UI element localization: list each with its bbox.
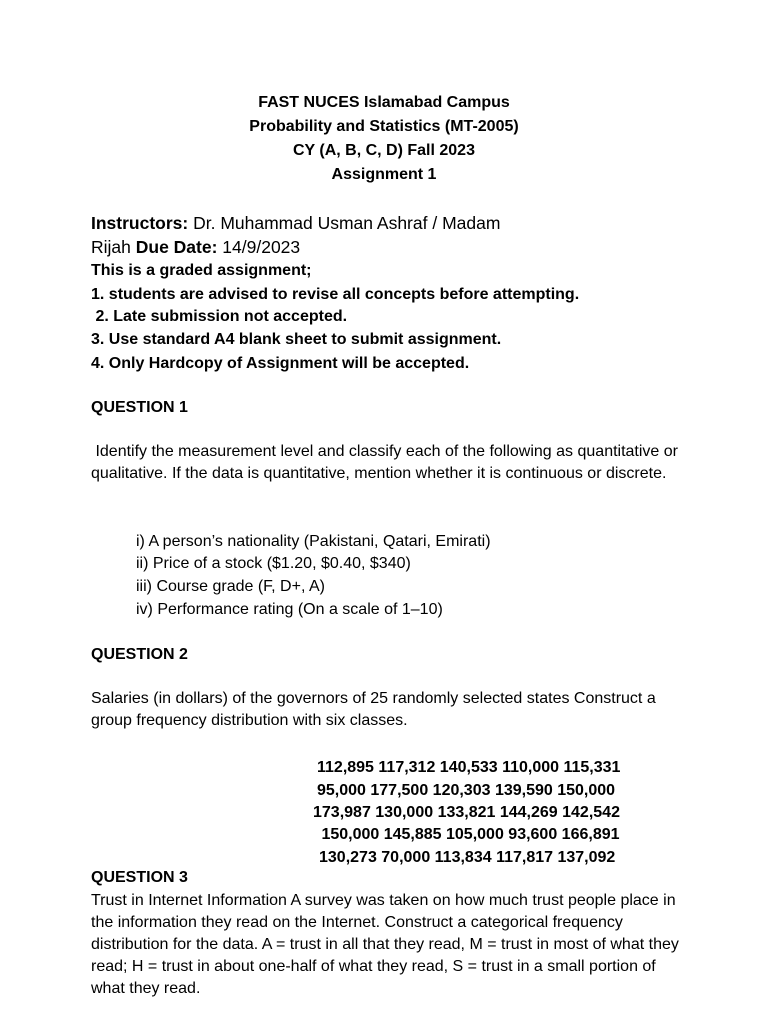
salary-data-row: 150,000 145,885 105,000 93,600 166,891 (317, 826, 620, 843)
list-item: iv) Performance rating (On a scale of 1–10) (136, 601, 443, 618)
instructors-line (91, 212, 500, 234)
instructors-continued: Rijah (91, 237, 136, 257)
rule-item: 4. Only Hardcopy of Assignment will be accepted. (91, 355, 470, 372)
section-term: CY (A, B, C, D) Fall 2023 (293, 142, 475, 159)
rule-item: 1. students are advised to revise all concepts before attempting. (91, 286, 580, 303)
salary-data-row: 173,987 130,000 133,821 144,269 142,542 (313, 804, 620, 821)
rule-item: 3. Use standard A4 blank sheet to submit assignment. (91, 331, 502, 348)
salary-data-row: 130,273 70,000 113,834 117,817 137,092 (319, 849, 616, 866)
instructors-label: Instructors: (91, 213, 189, 233)
course-title: Probability and Statistics (MT-2005) (249, 118, 519, 135)
rule-intro: This is a graded assignment; (91, 262, 312, 279)
instructors-value: Dr. Muhammad Usman Ashraf / Madam (188, 213, 501, 233)
list-item: iii) Course grade (F, D+, A) (136, 578, 325, 595)
assignment-title: Assignment 1 (331, 166, 437, 183)
question-2-text: Salaries (in dollars) of the governors of 25 randomly selected states Construct a group frequency distribution with six classes. (91, 690, 656, 729)
due-date-label: Due Date: (135, 237, 218, 257)
list-item: i) A person’s nationality (Pakistani, Qatari, Emirati) (136, 533, 491, 550)
question-3-heading: QUESTION 3 (91, 869, 188, 886)
header-institution (0, 91, 768, 115)
question-3-text: Trust in Internet Information A survey was taken on how much trust people place in the information they read on the Internet. Construct a categorical frequency distribution for the data. A = trust in all that they read, M = trust in most of what they read; H = trust in about one-half of what they read, S = trust in a small portion of what they read. (91, 892, 679, 997)
due-date-line (91, 236, 300, 258)
question-1-heading: QUESTION 1 (91, 399, 188, 416)
list-item: ii) Price of a stock ($1.20, $0.40, $340) (136, 555, 411, 572)
campus-name: Islamabad Campus (359, 94, 510, 111)
rule-item: 2. Late submission not accepted. (91, 308, 348, 325)
due-date-value: 14/9/2023 (217, 237, 301, 257)
institution-name: FAST NUCES (258, 94, 360, 111)
salary-data-row: 112,895 117,312 140,533 110,000 115,331 (317, 759, 621, 776)
question-2-heading: QUESTION 2 (91, 646, 188, 663)
question-1-text: Identify the measurement level and classify each of the following as quantitative or qualitative. If the data is quantitative, mention whether it is continuous or discrete. (91, 443, 683, 482)
salary-data-row: 95,000 177,500 120,303 139,590 150,000 (317, 782, 616, 799)
